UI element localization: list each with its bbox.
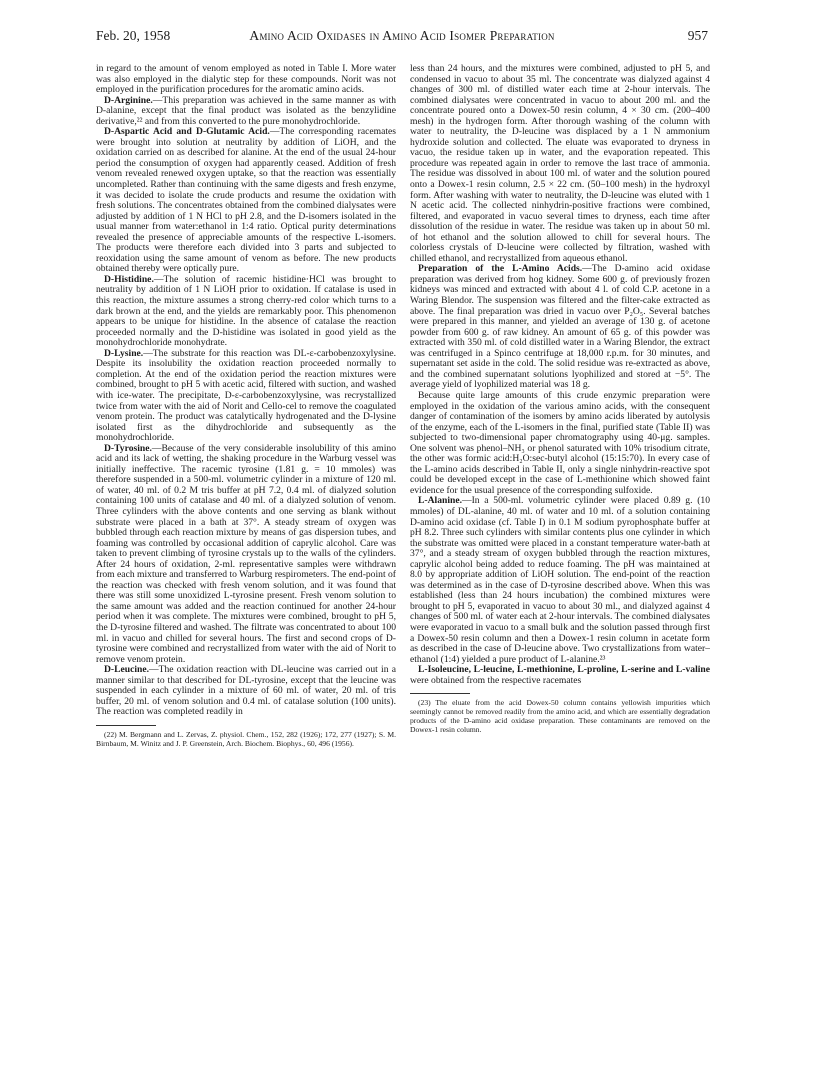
paragraph-lead: D-Arginine. [104, 94, 153, 106]
paragraph-text: —In a 500-ml. volumetric cylinder were placed 0.89 g. (10 mmoles) of DL-alanine, 40 ml. of water and 10 ml. of a solution containing D-amino acid oxidase (cf. Table I) in 0.1 M sodium pyrophosphate buffer at pH 8.2. Three such cylinders with similar contents plus one cylinder in which the substrate was omitted were placed in a constant temperature water-bath at 37°, and a steady stream of oxygen bubbled through the reaction mixtures, caprylic alcohol being added to reduce foaming. The pH was maintained at 8.0 by appropriate addition of LiOH solution. The end-point of the reaction was determined as in the case of D-tyrosine described above. When this was established (less than 24 hours incubation) the combined mixtures were brought to pH 5, evaporated in vacuo to about 30 ml., and dialyzed against 4 changes of 500 ml. of water each at 2-hour intervals. The combined dialysates were evaporated in vacuo to a small bulk and the solution passed through first a Dowex-50 resin column and then a Dowex-1 resin column in acetate form as described in the case of D-leucine above. Two crystallizations from water–ethanol (1:4) yielded a pure product of L-alanine.²³ [410, 495, 710, 665]
paragraph [96, 64, 396, 96]
footnote-22: (22) M. Bergmann and L. Zervas, Z. physiol. Chem., 152, 282 (1926); 172, 277 (1927); S. M. Birnbaum, M. Winitz and J. P. Greenstein, Arch. Biochem. Biophys., 60, 496 (1956). [96, 729, 396, 748]
paragraph [410, 64, 710, 264]
page-header [96, 26, 708, 46]
paragraph [96, 444, 396, 665]
paragraph-text: Because quite large amounts of this crude enzymic preparation were employed in the oxidation of the various amino acids, with the consequent danger of contamination of the isomers by amino acids liberated by autolysis of the enzyme, each of the L-isomers in the final, purified state (Table II) was subjected to two-dimensional paper chromatography using 40-μg. samples. One solvent was phenol–NH₃ or phenol saturated with 10% trisodium citrate, the other was formic acid:H₂O:sec-butyl alcohol (15:15:70). In every case of the L-amino acids described in Table II, only a single ninhydrin-reactive spot could be developed except in the case of L-methionine which showed faint evidence for the usual presence of the corresponding sulfoxide. [410, 389, 710, 496]
paragraph-lead: D-Leucine. [104, 664, 150, 676]
paragraph-text: —The oxidation reaction with DL-leucine was carried out in a manner similar to that described for DL-tyrosine, except that the leucine was suspended in each cylinder in a mixture of 60 ml. of water, 20 ml. of tris buffer, 20 ml. of venom solution and 0.4 ml. of catalase solution (100 units). The reaction was completed readily in [96, 664, 396, 718]
footnote-23: (23) The eluate from the acid Dowex-50 column contains yellowish impurities which seemingly cannot be removed readily from the amino acid, and which are essentially degradation products of the D-amino acid oxidase preparation. These contaminants are removed on the Dowex-1 resin column. [410, 698, 710, 735]
paragraph [96, 127, 396, 275]
paragraph [96, 349, 396, 444]
paragraph-text: —Because of the very considerable insolubility of this amino acid and its lack of wetting, the shaking procedure in the Warburg vessel was initially ineffective. The racemic tyrosine (1.81 g. = 10 mmoles) was therefore suspended in a 500-ml. volumetric cylinder in a mixture of 120 ml. of water, 40 ml. of 0.2 M tris buffer at pH 7.2, 0.4 ml. of dialyzed solution containing 100 units of catalase and 40 ml. of a dialyzed solution of venom. Three cylinders with the above contents and one serving as blank without substrate were placed in a bath at 37°. A steady stream of oxygen was bubbled through each reaction mixture by means of gas dispersion tubes, and foaming was controlled by occasional addition of caprylic alcohol. Care was taken to prevent climbing of tyrosine crystals up to the walls of the cylinders. After 24 hours of oxidation, 2-ml. representative samples were withdrawn from each mixture and transferred to Warburg respirometers. The end-point of the reaction was checked with fresh venom solution, and it was found that there was still some unoxidized L-tyrosine present. Fresh venom solution to the same amount was added and the reaction continued for another 24-hour period when it was complete. The mixtures were combined, brought to pH 5, the D-tyrosine filtered and washed. The filtrate was concentrated to about 100 ml. in vacuo and chilled for several hours. The first and second crops of D-tyrosine were combined and recrystallized from water with the aid of Norit to remove venom protein. [96, 442, 396, 665]
footnote-rule [410, 693, 470, 694]
paragraph [96, 96, 396, 128]
paragraph [96, 275, 396, 349]
paragraph-text: —This preparation was achieved in the same manner as with D-alanine, except that the final product was isolated as the benzylidine derivative,²² and from this converted to the pure monohydrochloride. [96, 94, 396, 127]
paragraph [96, 665, 396, 718]
paragraph-lead: L-Alanine. [418, 495, 462, 507]
paragraph-text: less than 24 hours, and the mixtures were combined, adjusted to pH 5, and condensed in vacuo to about 35 ml. The concentrate was dialyzed against 4 changes of 300 ml. of distilled water each time at 2-hour intervals. The combined dialysates were concentrated in vacuo to about 200 ml. and the concentrate poured onto a Dowex-50 resin column, 4 × 30 cm. (200–400 mesh) in the hydrogen form. After thorough washing of the column with water to neutrality, the D-leucine was displaced by a 1 N ammonium hydroxide solution and collected. The eluate was evaporated to dryness in vacuo, the residue taken up in water, and the evaporation repeated. This procedure was repeated again in order to remove the last trace of ammonia. The residue was dissolved in about 100 ml. of water and the solution poured onto a Dowex-1 resin column, 2.5 × 22 cm. (50–100 mesh) in the hydroxyl form. After washing with water to neutrality, the D-leucine was eluted with 1 N acetic acid. The collected ninhydrin-positive fractions were combined, filtered, and evaporated in vacuo several times to dryness, each time after dissolution of the residue in water. The residue was taken up in about 50 ml. of hot ethanol and the solution allowed to chill for several hours. The colorless crystals of D-leucine were collected by filtration, washed with chilled ethanol, and recrystallized from aqueous ethanol. [410, 64, 710, 264]
page-number: 957 [687, 28, 708, 43]
paragraph-lead: D-Histidine. [104, 273, 154, 285]
paragraph [410, 496, 710, 665]
left-column-body [96, 64, 396, 718]
right-column-body [410, 64, 710, 686]
paragraph [410, 264, 710, 391]
left-column [96, 64, 396, 1054]
paragraph-text: —The corresponding racemates were brought into solution at neutrality by addition of LiOH, and the oxidation carried on as described for alanine. At the end of the usual 24-hour period the consumption of oxygen had apparently ceased. Addition of fresh venom revealed renewed oxygen uptake, so that the reaction was essentially uncompleted. Rather than continuing with the same digests and fresh enzyme, it was decided to isolate the crude products and resume the oxidation with fresh solutions. The concentrates obtained from the combined dialysates were adjusted by addition of 1 N HCl to pH 2.8, and the D-isomers isolated in the usual manner from water:ethanol in 1:4 ratio. Optical purity determinations revealed the presence of appreciable amounts of the respective L-isomers. The products were therefore each divided into 3 parts and subjected to reoxidation using the same amount of venom as before. The new products obtained thereby were optically pure. [96, 126, 396, 275]
paragraph-text: —The D-amino acid oxidase preparation was derived from hog kidney. Some 600 g. of previously frozen kidneys was minced and extracted with about 4 l. of cold C.P. acetone in a Waring Blendor. The suspension was filtered and the filter-cake extracted as above. The final preparation was dried in vacuo over P₂O₅. Several batches were prepared in this manner, and yielded an average of 130 g. of acetone powder from 600 g. of raw kidney. An amount of 65 g. of this powder was extracted with 350 ml. of cold distilled water in a Waring Blendor, the extract was centrifuged in a Spinco centrifuge at 18,000 r.p.m. for 30 minutes, and supernatant set aside in the cold. The solid residue was re-extracted as above, and the combined supernatant solutions lyophilized and stored at −5°. The average yield of lyophilized material was 18 g. [410, 263, 710, 391]
right-column [410, 64, 710, 1054]
footnote-rule [96, 725, 156, 726]
issue-date: Feb. 20, 1958 [96, 28, 171, 43]
paragraph-lead: Preparation of the L-Amino Acids. [418, 263, 583, 275]
paragraph [410, 665, 710, 686]
paragraph [410, 391, 710, 496]
paragraph-text: in regard to the amount of venom employed as noted in Table I. More water was also employed in the dialytic step for these compounds. Norit was not employed in the purification procedures for the aromatic amino acids. [96, 64, 396, 96]
paragraph-lead: D-Lysine. [104, 347, 144, 359]
paragraph-lead: D-Tyrosine. [104, 442, 152, 454]
paragraph-text: were obtained from the respective racemates [410, 674, 582, 686]
paragraph-text: —The solution of racemic histidine·HCl was brought to neutrality by addition of 1 N LiOH prior to oxidation. If catalase is used in this reaction, the mixture assumes a strong cherry-red color which turns to a dark brown at the end, and the yields are remarkably poor. This phenomenon appears to be unique for histidine. In the absence of catalase the reaction proceeded normally and the D-histidine was isolated in good yield as the monohydrochloride monohydrate. [96, 273, 396, 349]
running-title: Amino Acid Oxidases in Amino Acid Isomer Preparation [249, 28, 555, 43]
paragraph-lead: D-Aspartic Acid and D-Glutamic Acid. [104, 126, 270, 138]
paragraph-text: —The substrate for this reaction was DL-ε-carbobenzoxylysine. Despite its insolubility the oxidation reaction proceeded normally to completion. At the end of the oxidation period the reaction mixtures were combined, brought to pH 5 with acetic acid, filtered with suction, and washed with ice-water. The precipitate, D-ε-carbobenzoxylysine, was recrystallized twice from water with the aid of Norit and Cello-cel to remove the coagulated venom protein. The product was catalytically hydrogenated and the D-lysine isolated first as the dihydrochloride and subsequently as the monohydrochloride. [96, 347, 396, 444]
paragraph-lead: L-Isoleucine, L-leucine, L-methionine, L-proline, L-serine and L-valine [418, 664, 710, 676]
